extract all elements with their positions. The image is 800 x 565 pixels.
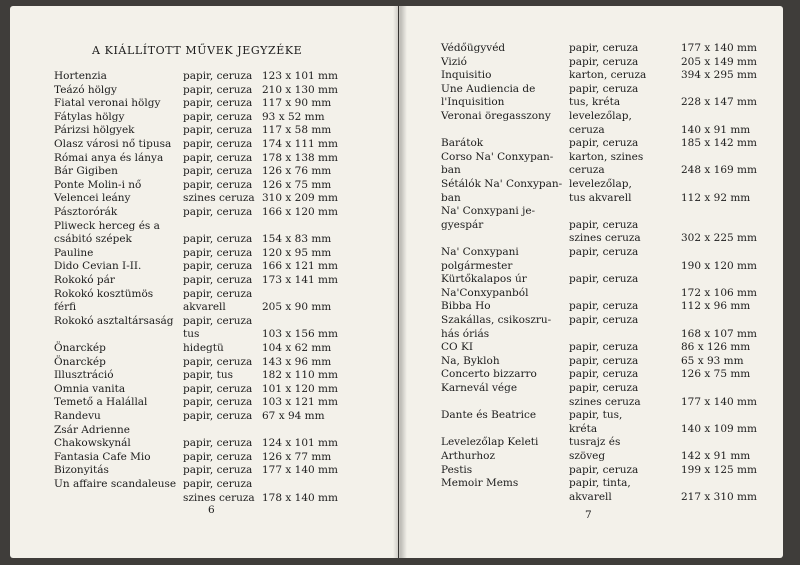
entry-technique: papir, ceruza (183, 450, 253, 463)
entry-dimensions: 228 x 147 mm (681, 96, 757, 109)
entry-title: Veronai öregasszony (441, 110, 551, 122)
entry-title: Önarckép (54, 355, 106, 368)
entry-technique: papir, ceruza (183, 97, 253, 110)
entry-title: Rokokó asztaltársaság (54, 314, 174, 327)
entry-dimensions: 173 x 141 mm (262, 274, 338, 286)
entry-title: Védőügyvéd (441, 42, 506, 54)
entry-title: Bizonyitás (54, 464, 109, 477)
entry-title: l'Inquisition (441, 96, 505, 109)
entry-title: Temető a Halállal (54, 396, 148, 409)
entry-title: Pauline (54, 246, 94, 259)
entry-title: Dante és Beatrice (441, 409, 537, 422)
entry-title: gyespár (441, 218, 484, 231)
entry-dimensions: 210 x 130 mm (262, 83, 338, 96)
entry-technique: papir, ceruza (183, 355, 253, 368)
entry-dimensions: 394 x 295 mm (681, 69, 757, 82)
entry-dimensions: 124 x 101 mm (262, 437, 338, 450)
entry-technique: papir, ceruza (569, 314, 639, 326)
entry-dimensions: 178 x 140 mm (262, 491, 338, 504)
entry-technique: papir, ceruza (183, 260, 253, 273)
entry-dimensions: 190 x 120 mm (681, 259, 757, 272)
entry-title: Na' Conxypani je- (441, 205, 536, 218)
entry-technique: papir, ceruza (183, 165, 253, 178)
right-page (399, 6, 783, 558)
entry-title: Na, Bykloh (441, 354, 500, 367)
entry-dimensions: 205 x 90 mm (262, 301, 332, 314)
page-title: A KIÁLLÍTOTT MŰVEK JEGYZÉKE (92, 44, 303, 57)
entry-dimensions: 168 x 107 mm (681, 327, 757, 340)
entry-technique: ceruza (569, 123, 605, 136)
entry-dimensions: 126 x 76 mm (262, 165, 332, 178)
entry-title: Ponte Molin-i nő (54, 178, 142, 191)
entry-dimensions: 182 x 110 mm (262, 369, 338, 382)
entry-technique: ceruza (569, 164, 605, 177)
page-number-left: 6 (208, 504, 215, 516)
entry-dimensions: 142 x 91 mm (681, 450, 751, 462)
entry-title: Bibba Ho (441, 300, 491, 313)
entry-title: Hortenzia (54, 70, 107, 82)
entry-dimensions: 86 x 126 mm (681, 341, 751, 354)
entry-technique: papir, ceruza (569, 341, 639, 354)
entry-technique: papir, ceruza (183, 151, 253, 164)
page-number-right: 7 (585, 509, 592, 521)
entry-title: Sétálók Na' Conxypan- (441, 178, 563, 190)
entry-dimensions: 172 x 106 mm (681, 286, 757, 299)
entry-technique: papir, ceruza (183, 396, 253, 409)
entry-dimensions: 199 x 125 mm (681, 463, 757, 476)
entry-technique: papir, ceruza (569, 300, 639, 313)
entry-title: Pliweck herceg és a (54, 219, 160, 232)
entry-dimensions: 93 x 52 mm (262, 110, 325, 123)
entry-title: Párizsi hölgyek (54, 124, 135, 137)
entry-title: Dido Cevian I-II. (54, 260, 142, 273)
entry-technique: papir, ceruza (569, 55, 639, 68)
entry-dimensions: 101 x 120 mm (262, 382, 338, 395)
entry-technique: szöveg (569, 450, 606, 462)
entry-technique: kréta (569, 422, 598, 435)
entry-technique: levelezőlap, (569, 178, 632, 190)
entry-title: csábitó szépek (54, 233, 132, 246)
entry-technique: papir, ceruza (183, 464, 253, 477)
entry-title: Bár Gigiben (54, 165, 118, 178)
entry-technique: papir, ceruza (183, 206, 253, 218)
entry-dimensions: 166 x 121 mm (262, 260, 338, 273)
entry-technique: papir, ceruza (569, 368, 639, 381)
entry-title: Barátok (441, 137, 484, 150)
entry-technique: szines ceruza (569, 395, 641, 408)
entry-title: Concerto bizzarro (441, 368, 537, 381)
entry-title: Olasz városi nő tipusa (54, 138, 172, 150)
entry-title: férfi (54, 301, 77, 314)
entry-title: CO KI (441, 341, 473, 354)
entry-dimensions: 166 x 120 mm (262, 206, 338, 218)
entry-technique: papir, ceruza (183, 178, 253, 191)
entry-dimensions: 104 x 62 mm (262, 342, 332, 354)
entry-title: Római anya és lánya (54, 151, 164, 164)
entry-dimensions: 112 x 92 mm (681, 191, 751, 204)
entry-title: Fátylas hölgy (54, 110, 125, 123)
entry-technique: papir, ceruza (183, 437, 253, 450)
entry-dimensions: 174 x 111 mm (262, 138, 338, 150)
entry-title: Levelezőlap Keleti (441, 436, 539, 449)
entry-title: Pásztorórák (54, 206, 118, 218)
entry-dimensions: 302 x 225 mm (681, 232, 757, 245)
entry-technique: tusrajz és (569, 436, 621, 449)
entry-title: Memoir Mems (441, 477, 519, 490)
entry-technique: papir, tinta, (569, 477, 631, 490)
entry-title: Rokokó kosztümös (54, 287, 154, 300)
entry-title: Szakállas, csikoszru- (441, 314, 552, 326)
entry-title: Une Audiencia de (441, 82, 536, 95)
entry-title: Önarckép (54, 342, 106, 354)
entry-technique: akvarell (183, 301, 226, 314)
entry-technique: papir, ceruza (183, 233, 253, 246)
entry-title: Pestis (441, 463, 473, 476)
entry-dimensions: 217 x 310 mm (681, 490, 757, 503)
entry-title: Velencei leány (54, 192, 131, 205)
entry-title: Fiatal veronai hölgy (54, 97, 161, 110)
entry-technique: akvarell (569, 490, 612, 503)
entry-technique: papir, ceruza (183, 382, 253, 395)
entry-dimensions: 154 x 83 mm (262, 233, 332, 246)
entry-technique: papir, ceruza (183, 274, 253, 286)
entry-title: polgármester (441, 259, 513, 272)
entry-title: Rokokó pár (54, 274, 115, 286)
entry-dimensions: 178 x 138 mm (262, 151, 338, 164)
entry-technique: papir, tus, (569, 409, 623, 422)
entry-dimensions: 112 x 96 mm (681, 300, 751, 313)
book-gutter (393, 6, 407, 558)
entry-technique: papir, ceruza (569, 82, 639, 95)
entry-technique: papir, tus (183, 369, 233, 382)
entry-technique: papir, ceruza (569, 137, 639, 150)
entry-technique: papir, ceruza (569, 273, 639, 286)
entry-technique: tus, kréta (569, 96, 621, 109)
entry-dimensions: 65 x 93 mm (681, 354, 744, 367)
entry-technique: papir, ceruza (569, 246, 639, 258)
entry-technique: papir, ceruza (569, 218, 639, 231)
entry-title: Un affaire scandaleuse (54, 478, 177, 490)
entry-title: Karnevál vége (441, 382, 518, 394)
entry-technique: papir, ceruza (183, 410, 253, 422)
entry-technique: hidegtü (183, 342, 224, 354)
entry-title: hás óriás (441, 327, 490, 340)
entry-title: Teázó hölgy (54, 83, 117, 96)
entry-title: Corso Na' Conxypan- (441, 150, 554, 163)
entry-dimensions: 67 x 94 mm (262, 410, 325, 422)
entry-dimensions: 126 x 75 mm (681, 368, 751, 381)
entry-technique: szines ceruza (183, 491, 255, 504)
entry-title: Na' Conxypani (441, 246, 519, 258)
entry-title: Chakowskynál (54, 437, 131, 450)
entry-technique: szines ceruza (569, 232, 641, 245)
entry-technique: papir, ceruza (183, 110, 253, 123)
entry-dimensions: 310 x 209 mm (262, 192, 338, 205)
entry-dimensions: 177 x 140 mm (681, 42, 757, 54)
entry-title: Randevu (54, 410, 101, 422)
entry-dimensions: 143 x 96 mm (262, 355, 332, 368)
entry-technique: papir, ceruza (569, 382, 639, 394)
entry-title: Kürtőkalapos úr (441, 273, 527, 286)
entry-technique: papir, ceruza (569, 463, 639, 476)
entry-dimensions: 140 x 109 mm (681, 422, 757, 435)
entry-title: ban (441, 164, 461, 177)
entry-technique: levelezőlap, (569, 110, 632, 122)
entry-title: Fantasia Cafe Mio (54, 450, 151, 463)
entry-title: Inquisitio (441, 69, 492, 82)
entry-dimensions: 117 x 58 mm (262, 124, 332, 137)
entry-technique: papir, ceruza (569, 42, 639, 54)
entry-technique: papir, ceruza (183, 70, 253, 82)
entry-dimensions: 140 x 91 mm (681, 123, 751, 136)
entry-dimensions: 126 x 75 mm (262, 178, 332, 191)
entry-title: Zsár Adrienne (54, 423, 130, 436)
entry-technique: karton, ceruza (569, 69, 647, 82)
entry-technique: papir, ceruza (569, 354, 639, 367)
entry-dimensions: 177 x 140 mm (681, 395, 757, 408)
entry-technique: tus akvarell (569, 191, 632, 204)
entry-technique: tus (183, 328, 200, 341)
entry-title: Arthurhoz (441, 450, 495, 462)
entry-dimensions: 123 x 101 mm (262, 70, 338, 82)
entry-title: Illusztráció (54, 369, 114, 382)
entry-dimensions: 117 x 90 mm (262, 97, 332, 110)
entry-dimensions: 103 x 121 mm (262, 396, 338, 409)
entry-dimensions: 185 x 142 mm (681, 137, 757, 150)
entry-technique: karton, szines (569, 150, 644, 163)
entry-technique: papir, ceruza (183, 138, 253, 150)
entry-technique: papir, ceruza (183, 287, 253, 300)
entry-dimensions: 177 x 140 mm (262, 464, 338, 477)
entry-dimensions: 248 x 169 mm (681, 164, 757, 177)
entry-title: Omnia vanita (54, 382, 126, 395)
entry-dimensions: 103 x 156 mm (262, 328, 338, 341)
entry-dimensions: 205 x 149 mm (681, 55, 757, 68)
entry-technique: papir, ceruza (183, 314, 253, 327)
entry-dimensions: 126 x 77 mm (262, 450, 332, 463)
entry-technique: papir, ceruza (183, 83, 253, 96)
entry-title: Vizió (441, 55, 467, 68)
entry-title: Na'Conxypanból (441, 286, 529, 299)
left-page (10, 6, 398, 558)
entry-technique: papir, ceruza (183, 478, 253, 490)
entry-technique: szines ceruza (183, 192, 255, 205)
entry-dimensions: 120 x 95 mm (262, 246, 332, 259)
entry-technique: papir, ceruza (183, 124, 253, 137)
entry-title: ban (441, 191, 461, 204)
entry-technique: papir, ceruza (183, 246, 253, 259)
